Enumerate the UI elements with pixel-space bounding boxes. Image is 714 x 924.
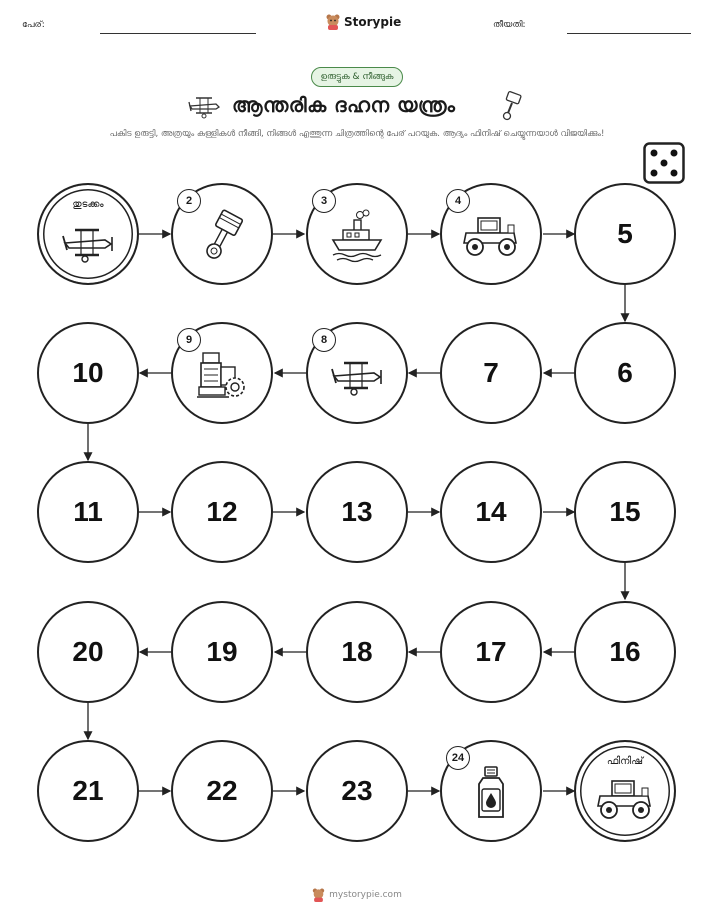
- board-space-8: [306, 322, 408, 424]
- board-space-2: [171, 183, 273, 285]
- brand-name: Storypie: [344, 15, 402, 29]
- page-title: ആന്തരിക ദഹന യന്ത്രം: [232, 93, 456, 117]
- vintage-car-icon: [594, 776, 656, 826]
- board-space-11: [37, 461, 139, 563]
- space-number-badge: 9: [177, 328, 201, 352]
- space-number: 16: [609, 636, 641, 667]
- space-number: 7: [483, 357, 499, 388]
- start-label: തുടക്കം: [72, 199, 104, 210]
- space-number: 21: [72, 775, 104, 806]
- oil-bottle-icon: [474, 765, 508, 825]
- steamboat-icon: [327, 209, 387, 267]
- vintage-car-icon: [460, 213, 522, 263]
- space-number-badge: 8: [312, 328, 336, 352]
- finish-space: [574, 740, 676, 842]
- board-space-3: [306, 183, 408, 285]
- board-space-21: [37, 740, 139, 842]
- board-space-16: [574, 601, 676, 703]
- space-number: 23: [341, 775, 373, 806]
- board-space-7: [440, 322, 542, 424]
- biplane-icon: [328, 354, 386, 400]
- space-number: 6: [617, 357, 633, 388]
- finish-label: ഫിനിഷ്: [606, 756, 644, 767]
- space-number: 11: [73, 496, 103, 527]
- space-number: 22: [206, 775, 238, 806]
- space-number: 19: [206, 636, 238, 667]
- board-space-13: [306, 461, 408, 563]
- instructions: പകിട ഉരുട്ടി, അത്രയും കള്ളികൾ നീങ്ങി, നിങ്ങൾ എത്തുന്ന ചിത്രത്തിന്റെ പേര് പറയുക. ആദ്യം ഫിനിഷ് ചെയ്യുന്നയാൾ വിജയിക്കും!: [109, 129, 605, 139]
- board-space-20: [37, 601, 139, 703]
- board-space-18: [306, 601, 408, 703]
- board-space-9: [171, 322, 273, 424]
- space-number-badge: 2: [177, 189, 201, 213]
- space-number-badge: 3: [312, 189, 336, 213]
- footer: [312, 888, 402, 902]
- biplane-icon: [59, 221, 117, 267]
- board-space-14: [440, 461, 542, 563]
- footer-url: mystorypie.com: [329, 890, 402, 900]
- board-space-17: [440, 601, 542, 703]
- board-space-10: [37, 322, 139, 424]
- space-number: 20: [72, 636, 104, 667]
- board-space-24: [440, 740, 542, 842]
- board-space-12: [171, 461, 273, 563]
- bear-icon: [312, 888, 325, 902]
- piston-icon: [199, 208, 245, 268]
- activity-badge: ഉരുട്ടുക & നീങ്ങുക: [311, 67, 402, 87]
- engine-icon: [195, 347, 249, 407]
- board-space-5: [574, 183, 676, 285]
- board-space-6: [574, 322, 676, 424]
- space-number: 14: [475, 496, 507, 527]
- space-number: 5: [617, 218, 633, 249]
- space-number: 17: [475, 636, 507, 667]
- board-space-19: [171, 601, 273, 703]
- space-number: 12: [206, 496, 238, 527]
- board-space-4: [440, 183, 542, 285]
- board-space-23: [306, 740, 408, 842]
- space-number: 18: [341, 636, 373, 667]
- start-space: [37, 183, 139, 285]
- space-number: 15: [609, 496, 641, 527]
- board-space-15: [574, 461, 676, 563]
- space-number: 10: [72, 357, 104, 388]
- board-space-22: [171, 740, 273, 842]
- space-number-badge: 24: [446, 746, 470, 770]
- date-label: തീയതി:: [493, 20, 526, 30]
- space-number: 13: [341, 496, 373, 527]
- space-number-badge: 4: [446, 189, 470, 213]
- name-label: പേര്:: [22, 20, 45, 30]
